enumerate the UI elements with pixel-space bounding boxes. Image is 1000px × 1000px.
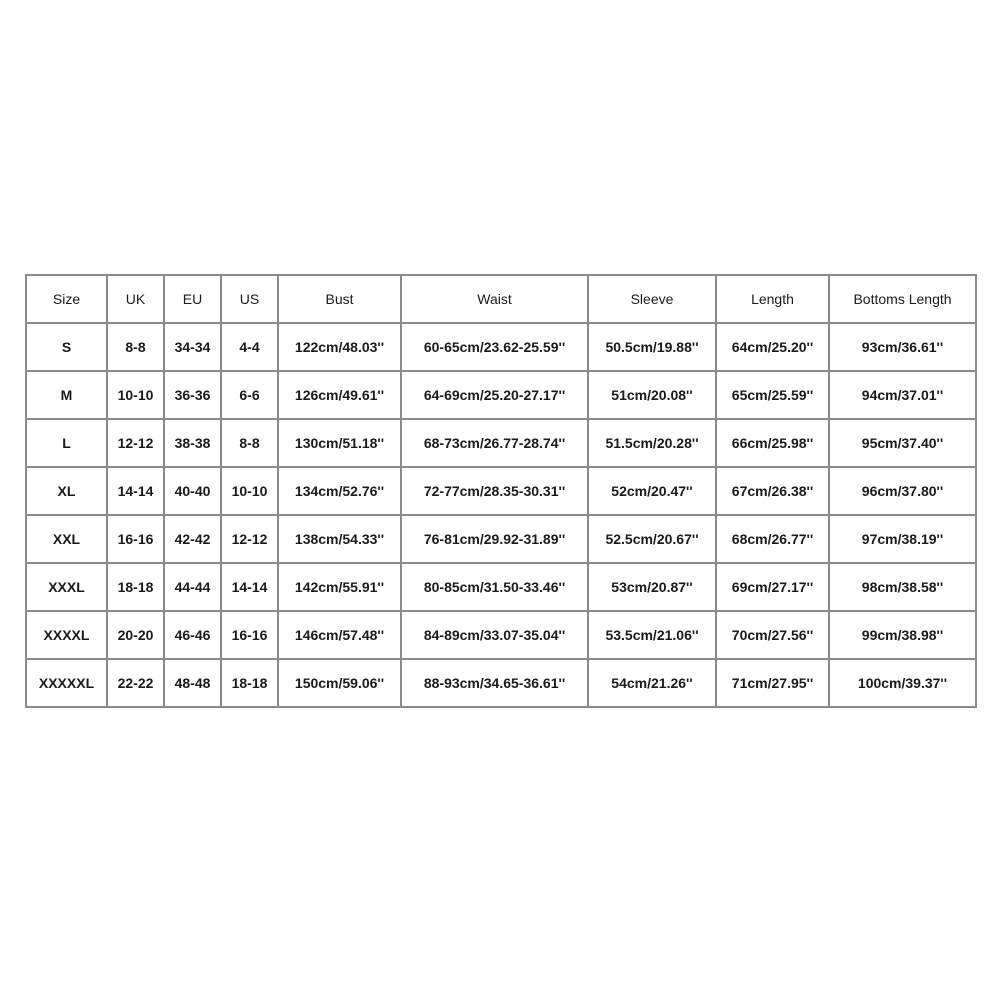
cell-length: 69cm/27.17'' bbox=[716, 563, 829, 611]
cell-bust: 138cm/54.33'' bbox=[278, 515, 401, 563]
cell-bottoms-length: 95cm/37.40'' bbox=[829, 419, 976, 467]
cell-waist: 60-65cm/23.62-25.59'' bbox=[401, 323, 588, 371]
cell-uk: 20-20 bbox=[107, 611, 164, 659]
cell-size: XXL bbox=[26, 515, 107, 563]
cell-bottoms-length: 99cm/38.98'' bbox=[829, 611, 976, 659]
cell-waist: 76-81cm/29.92-31.89'' bbox=[401, 515, 588, 563]
cell-eu: 38-38 bbox=[164, 419, 221, 467]
cell-length: 66cm/25.98'' bbox=[716, 419, 829, 467]
cell-bottoms-length: 97cm/38.19'' bbox=[829, 515, 976, 563]
cell-size: XL bbox=[26, 467, 107, 515]
table-body bbox=[26, 323, 976, 707]
cell-size: XXXL bbox=[26, 563, 107, 611]
cell-eu: 34-34 bbox=[164, 323, 221, 371]
cell-bust: 130cm/51.18'' bbox=[278, 419, 401, 467]
cell-us: 18-18 bbox=[221, 659, 278, 707]
cell-uk: 16-16 bbox=[107, 515, 164, 563]
header-bust: Bust bbox=[278, 275, 401, 323]
cell-us: 14-14 bbox=[221, 563, 278, 611]
cell-length: 71cm/27.95'' bbox=[716, 659, 829, 707]
table-row bbox=[26, 611, 976, 659]
cell-eu: 36-36 bbox=[164, 371, 221, 419]
cell-us: 8-8 bbox=[221, 419, 278, 467]
cell-waist: 64-69cm/25.20-27.17'' bbox=[401, 371, 588, 419]
cell-sleeve: 54cm/21.26'' bbox=[588, 659, 716, 707]
cell-sleeve: 53.5cm/21.06'' bbox=[588, 611, 716, 659]
table-header bbox=[26, 275, 976, 323]
cell-sleeve: 50.5cm/19.88'' bbox=[588, 323, 716, 371]
header-sleeve: Sleeve bbox=[588, 275, 716, 323]
cell-bust: 126cm/49.61'' bbox=[278, 371, 401, 419]
cell-sleeve: 52cm/20.47'' bbox=[588, 467, 716, 515]
cell-length: 67cm/26.38'' bbox=[716, 467, 829, 515]
cell-uk: 12-12 bbox=[107, 419, 164, 467]
cell-uk: 18-18 bbox=[107, 563, 164, 611]
cell-uk: 22-22 bbox=[107, 659, 164, 707]
table-row bbox=[26, 467, 976, 515]
cell-us: 6-6 bbox=[221, 371, 278, 419]
cell-eu: 46-46 bbox=[164, 611, 221, 659]
table-row bbox=[26, 371, 976, 419]
cell-us: 10-10 bbox=[221, 467, 278, 515]
cell-size: S bbox=[26, 323, 107, 371]
cell-size: M bbox=[26, 371, 107, 419]
size-chart-table bbox=[25, 274, 977, 708]
cell-bottoms-length: 96cm/37.80'' bbox=[829, 467, 976, 515]
cell-sleeve: 52.5cm/20.67'' bbox=[588, 515, 716, 563]
header-bottoms-length: Bottoms Length bbox=[829, 275, 976, 323]
header-uk: UK bbox=[107, 275, 164, 323]
cell-sleeve: 51.5cm/20.28'' bbox=[588, 419, 716, 467]
header-waist: Waist bbox=[401, 275, 588, 323]
header-length: Length bbox=[716, 275, 829, 323]
header-eu: EU bbox=[164, 275, 221, 323]
cell-eu: 40-40 bbox=[164, 467, 221, 515]
cell-bottoms-length: 98cm/38.58'' bbox=[829, 563, 976, 611]
cell-size: L bbox=[26, 419, 107, 467]
header-row bbox=[26, 275, 976, 323]
cell-bottoms-length: 100cm/39.37'' bbox=[829, 659, 976, 707]
table-row bbox=[26, 659, 976, 707]
cell-bottoms-length: 94cm/37.01'' bbox=[829, 371, 976, 419]
cell-uk: 10-10 bbox=[107, 371, 164, 419]
cell-waist: 72-77cm/28.35-30.31'' bbox=[401, 467, 588, 515]
cell-us: 4-4 bbox=[221, 323, 278, 371]
cell-eu: 42-42 bbox=[164, 515, 221, 563]
cell-length: 70cm/27.56'' bbox=[716, 611, 829, 659]
cell-uk: 14-14 bbox=[107, 467, 164, 515]
cell-bust: 146cm/57.48'' bbox=[278, 611, 401, 659]
cell-bust: 150cm/59.06'' bbox=[278, 659, 401, 707]
table-row bbox=[26, 419, 976, 467]
cell-waist: 80-85cm/31.50-33.46'' bbox=[401, 563, 588, 611]
cell-size: XXXXL bbox=[26, 611, 107, 659]
table-row bbox=[26, 323, 976, 371]
cell-us: 16-16 bbox=[221, 611, 278, 659]
cell-length: 64cm/25.20'' bbox=[716, 323, 829, 371]
cell-waist: 84-89cm/33.07-35.04'' bbox=[401, 611, 588, 659]
cell-bust: 142cm/55.91'' bbox=[278, 563, 401, 611]
cell-uk: 8-8 bbox=[107, 323, 164, 371]
cell-bottoms-length: 93cm/36.61'' bbox=[829, 323, 976, 371]
cell-bust: 134cm/52.76'' bbox=[278, 467, 401, 515]
table-row bbox=[26, 563, 976, 611]
cell-waist: 68-73cm/26.77-28.74'' bbox=[401, 419, 588, 467]
header-size: Size bbox=[26, 275, 107, 323]
cell-eu: 48-48 bbox=[164, 659, 221, 707]
cell-sleeve: 51cm/20.08'' bbox=[588, 371, 716, 419]
cell-sleeve: 53cm/20.87'' bbox=[588, 563, 716, 611]
header-us: US bbox=[221, 275, 278, 323]
cell-size: XXXXXL bbox=[26, 659, 107, 707]
cell-eu: 44-44 bbox=[164, 563, 221, 611]
cell-length: 65cm/25.59'' bbox=[716, 371, 829, 419]
cell-bust: 122cm/48.03'' bbox=[278, 323, 401, 371]
cell-length: 68cm/26.77'' bbox=[716, 515, 829, 563]
cell-us: 12-12 bbox=[221, 515, 278, 563]
cell-waist: 88-93cm/34.65-36.61'' bbox=[401, 659, 588, 707]
table-row bbox=[26, 515, 976, 563]
